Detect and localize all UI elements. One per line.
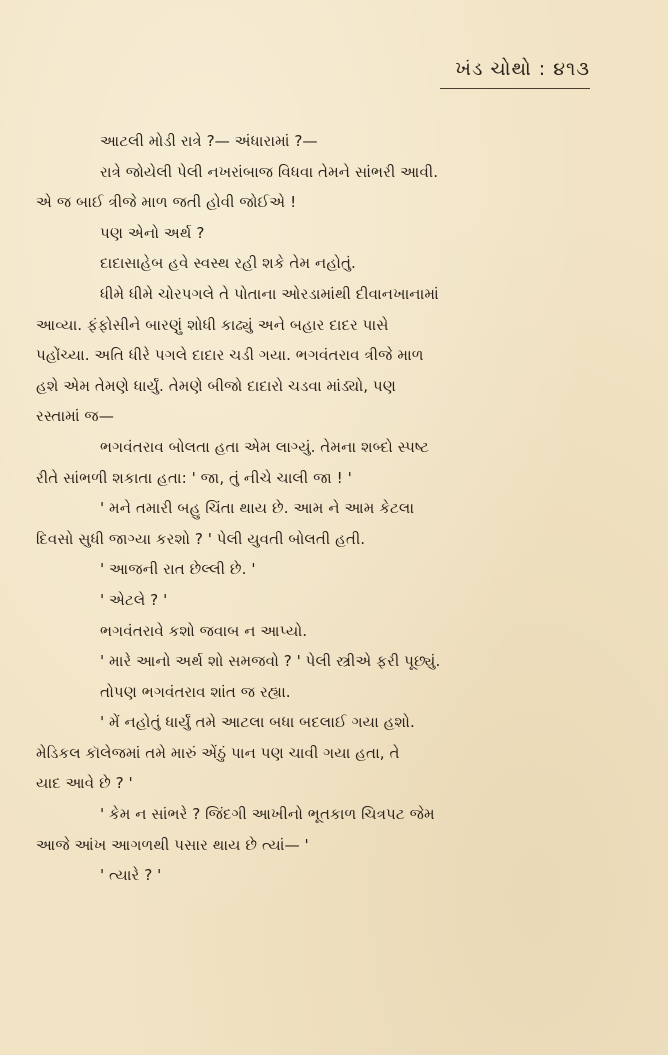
text-line: હશે એમ તેમણે ધાર્યું. તેમણે બીજો દાદારો ચડવા માંડ્યો, પણ: [36, 376, 396, 395]
text-line: ' ત્યારે ? ': [100, 866, 162, 885]
text-line: રાત્રે જોયેલી પેલી નખરાંબાજ વિધવા તેમને સાંભરી આવી.: [100, 162, 439, 181]
text-line: આટલી મોડી રાત્રે ?— અંધારામાં ?—: [100, 132, 318, 150]
text-line: આવ્યા. ફંફોસીને બારણું શોધી કાઢ્યું અને બહાર દાદર પાસે: [36, 315, 389, 334]
text-line: પહોંચ્યા. અતિ ધીરે પગલે દાદાર ચડી ગયા. ભગવંતરાવ ત્રીજે માળ: [36, 346, 424, 365]
text-line: એ જ બાઈ ત્રીજે માળ જતી હોવી જોઈએ !: [36, 193, 297, 212]
text-line: ' મારે આનો અર્થ શો સમજવો ? ' પેલી સ્ત્રીએ ફરી પૂછ્યું.: [100, 652, 441, 671]
text-line: ' એટલે ? ': [100, 590, 168, 609]
running-head: ખંડ ચોથો : ૪૧૩: [455, 58, 590, 80]
text-line: રસ્તામાં જ—: [36, 407, 114, 426]
text-line: ભગવંતરાવે કશો જવાબ ન આપ્યો.: [100, 621, 308, 640]
text-line: મેડિકલ કૉલેજમાં તમે મારું એંઠું પાન પણ ચાવી ગયા હતા, તે: [36, 743, 400, 762]
text-line: ' મને તમારી બહુ ચિંતા થાય છે. આમ ને આમ કેટલા: [100, 499, 415, 518]
page-body: [36, 126, 636, 891]
text-line: તોપણ ભગવંતરાવ શાંત જ રહ્યા.: [100, 682, 291, 701]
text-line: ભગવંતરાવ બોલતા હતા એમ લાગ્યું. તેમના શબ્દો સ્પષ્ટ: [100, 437, 429, 456]
text-line: પણ એનો અર્થ ?: [100, 223, 205, 242]
text-line: ' મેં નહોતું ધાર્યું તમે આટલા બધા બદલાઈ ગયા હશો.: [100, 713, 415, 732]
text-line: દાદાસાહેબ હવે સ્વસ્થ રહી શકે તેમ નહોતું.: [100, 254, 356, 273]
text-line: ' આજની રાત છેલ્લી છે. ': [100, 560, 256, 579]
text-line: ' કેમ ન સાંભરે ? જિંદગી આખીનો ભૂતકાળ ચિત્રપટ જેમ: [100, 805, 435, 824]
text-line: રીતે સાંભળી શકાતા હતા: ' જા, તું નીચે ચાલી જા ! ': [36, 468, 352, 487]
text-line: આજે આંખ આગળથી પસાર થાય છે ત્યાં— ': [36, 835, 309, 854]
text-line: યાદ આવે છે ? ': [36, 774, 133, 793]
text-line: દિવસો સુધી જાગ્યા કરશો ? ' પેલી યુવતી બોલતી હતી.: [36, 529, 366, 548]
running-head-rule: [440, 88, 590, 89]
text-line: ધીમે ધીમે ચોરપગલે તે પોતાના ઓરડામાંથી દીવાનખાનામાં: [100, 284, 439, 303]
